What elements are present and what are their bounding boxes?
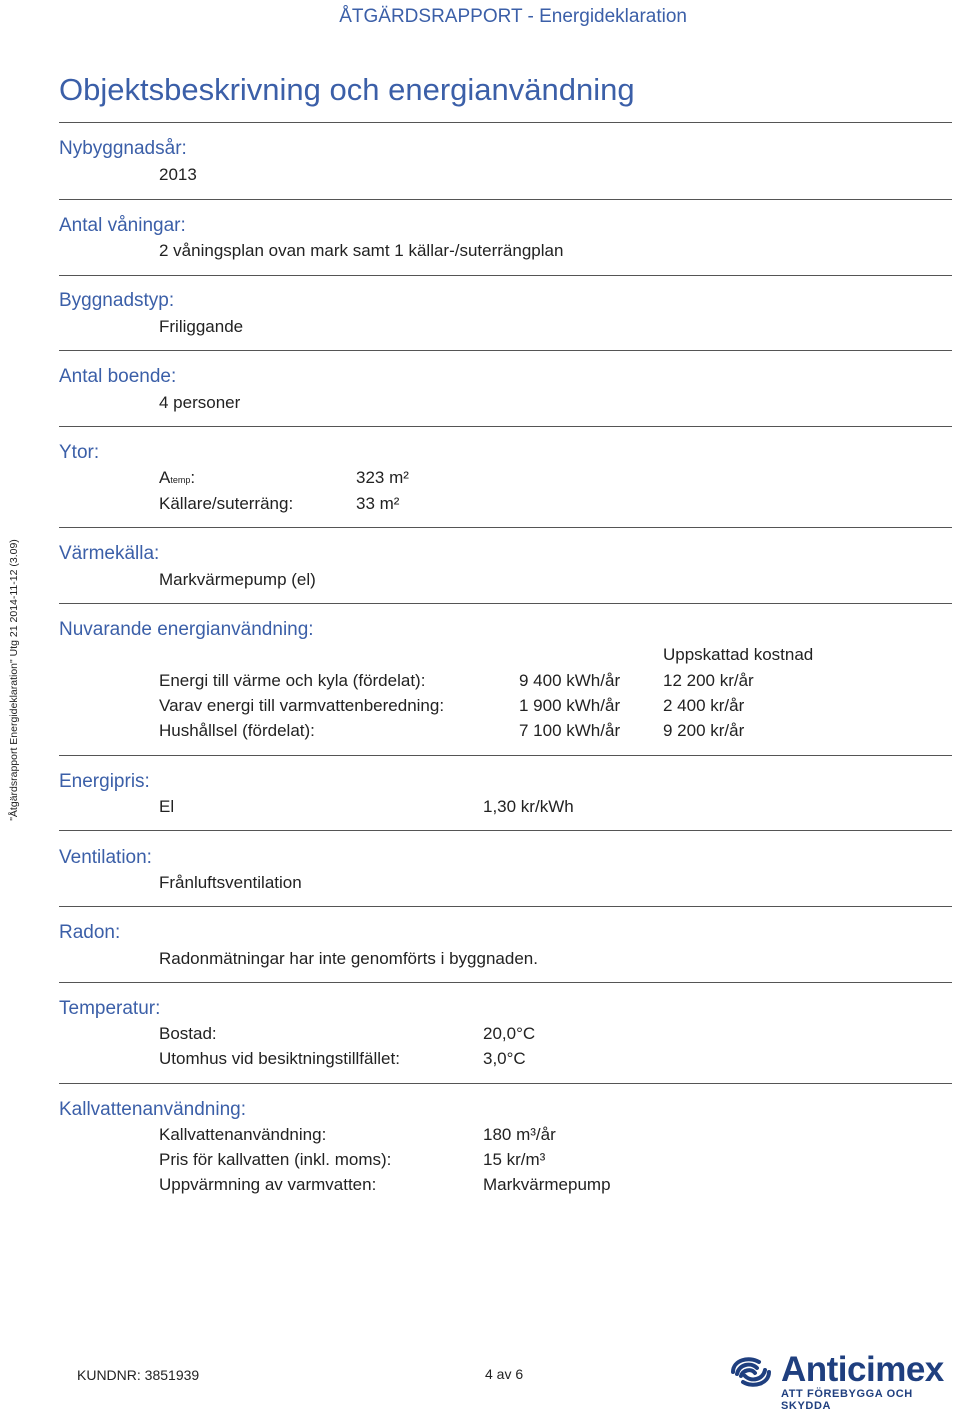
temperatur-row-value: 3,0°C [483,1049,526,1068]
energy-row-cost: 2 400 kr/år [663,696,745,715]
nybyggnadsar-value: 2013 [159,165,197,184]
byggnadstyp-label: Byggnadstyp: [59,290,175,311]
radon-label: Radon: [59,922,121,943]
divider [59,350,952,351]
divider [59,603,952,604]
customer-number: KUNDNR: 3851939 [77,1367,200,1383]
ventilation-value: Frånluftsventilation [159,873,302,892]
energy-row-kwh: 1 900 kWh/år [519,696,621,715]
page-number: 4 av 6 [485,1366,524,1382]
energy-row-kwh: 7 100 kWh/år [519,721,621,740]
antal-boende-value: 4 personer [159,393,241,412]
energipris-type: El [159,797,175,816]
logo-wordmark: Anticimex [781,1350,944,1389]
radon-value: Radonmätningar har inte genomförts i byggnaden. [159,949,538,968]
divider [59,122,952,123]
energy-row-label: Hushållsel (fördelat): [159,721,315,740]
varmekalla-label: Värmekälla: [59,543,160,564]
energipris-value: 1,30 kr/kWh [483,797,574,816]
byggnadstyp-value: Friliggande [159,317,244,336]
divider [59,426,952,427]
atemp-value: 323 m² [356,468,409,487]
energy-row-label: Varav energi till varmvattenberedning: [159,696,445,715]
divider [59,1083,952,1084]
side-document-id: "Åtgärdsrapport Energideklaration" Utg 21 2014-11-12 (3.09) [8,539,20,821]
atemp-label: Atemp: [159,468,196,487]
varmekalla-value: Markvärmepump (el) [159,570,316,589]
kallvatten-row-label: Pris för kallvatten (inkl. moms): [159,1150,392,1169]
antal-vaningar-value: 2 våningsplan ovan mark samt 1 källar-/suterrängplan [159,241,564,260]
anticimex-swirl-icon [727,1352,775,1392]
cost-header: Uppskattad kostnad [663,645,814,664]
energy-row-label: Energi till värme och kyla (fördelat): [159,671,426,690]
kallvatten-row-value: 180 m³/år [483,1125,556,1144]
temperatur-row-value: 20,0°C [483,1024,536,1043]
divider [59,199,952,200]
antal-vaningar-label: Antal våningar: [59,215,186,236]
kallvatten-row-label: Kallvattenanvändning: [159,1125,327,1144]
energipris-label: Energipris: [59,771,150,792]
divider [59,982,952,983]
ventilation-label: Ventilation: [59,847,152,868]
divider [59,527,952,528]
ytor-label: Ytor: [59,442,100,463]
energy-row-kwh: 9 400 kWh/år [519,671,621,690]
anticimex-logo [727,1350,952,1412]
nybyggnadsar-label: Nybyggnadsår: [59,138,187,159]
nuvarande-label: Nuvarande energianvändning: [59,619,314,640]
logo-tagline: ATT FÖREBYGGA OCH SKYDDA [781,1388,913,1412]
antal-boende-label: Antal boende: [59,366,177,387]
kallare-value: 33 m² [356,494,400,513]
temperatur-row-label: Bostad: [159,1024,217,1043]
divider [59,275,952,276]
divider [59,830,952,831]
kallvatten-row-value: 15 kr/m³ [483,1150,546,1169]
energy-row-cost: 9 200 kr/år [663,721,745,740]
temperatur-row-label: Utomhus vid besiktningstillfället: [159,1049,400,1068]
kallare-label: Källare/suterräng: [159,494,294,513]
kallvatten-label: Kallvattenanvändning: [59,1099,246,1120]
kallvatten-row-value: Markvärmepump [483,1175,611,1194]
kallvatten-row-label: Uppvärmning av varmvatten: [159,1175,377,1194]
temperatur-label: Temperatur: [59,998,161,1019]
divider [59,755,952,756]
divider [59,906,952,907]
energy-row-cost: 12 200 kr/år [663,671,754,690]
section-title: Objektsbeskrivning och energianvändning [59,72,635,107]
report-header-title: ÅTGÄRDSRAPPORT - Energideklaration [339,6,687,27]
